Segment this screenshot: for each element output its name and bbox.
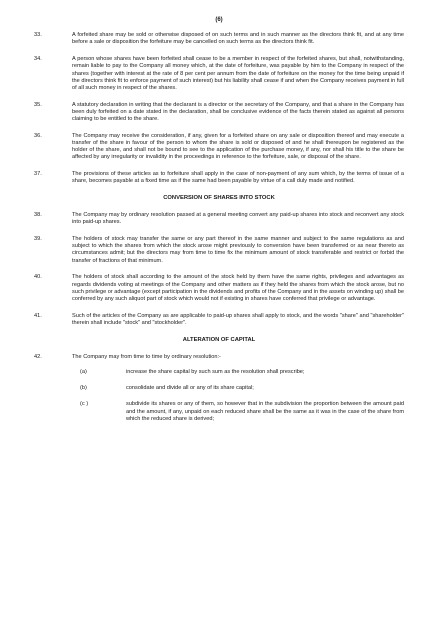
clause-34 <box>34 56 404 92</box>
sub-clause-b <box>72 385 404 392</box>
clause-number: 34. <box>34 56 42 63</box>
clause-text: The provisions of these articles as to forfeiture shall apply in the case of non-payment of any sum which, by the terms of issue of a share, becomes payable at a fixed time as if the same had been payable by virtue of a call duly made and notified. <box>72 171 404 185</box>
sub-clause-text: increase the share capital by such sum as the resolution shall prescribe; <box>126 369 305 375</box>
clause-39 <box>34 236 404 265</box>
clause-42 <box>34 353 404 361</box>
clause-33 <box>34 32 404 46</box>
clause-number: 38. <box>34 212 42 219</box>
clause-number: 39. <box>34 236 42 243</box>
sub-clause-c <box>72 401 404 423</box>
clause-number: 33. <box>34 32 42 39</box>
clause-intro: The Company may from time to time by ordinary resolution:- <box>72 353 221 360</box>
clause-number: 40. <box>34 274 42 281</box>
clause-number: 41. <box>34 312 42 319</box>
sub-clause-text: consolidate and divide all or any of its share capital; <box>126 385 254 392</box>
sub-clause-label: (a) <box>80 369 87 375</box>
clause-number: 35. <box>34 101 42 108</box>
clause-40 <box>34 274 404 303</box>
sub-clause-label: (b) <box>80 385 87 392</box>
clause-41 <box>34 312 404 327</box>
clause-number: 37. <box>34 171 42 178</box>
sub-clause-label: (c ) <box>80 401 89 408</box>
section-heading-capital: ALTERATION OF CAPITAL <box>182 336 256 343</box>
sub-clause-a <box>72 369 404 376</box>
clause-text: The Company may receive the consideration, if any, given for a forfeited share on any sale or disposition thereof and may execute a transfer of the share in favour of the person to whom the share is sold or disposed of and he shall thereupon be registered as the holder of the share, and shall not be bound to see to the application of the purchase money, if any, nor shall his title to the share be affected by any irregularity or invalidity in the proceedings in reference to the forfeiture, sale, or disposal of the share. <box>72 132 404 161</box>
clause-text: Such of the articles of the Company as are applicable to paid-up shares shall apply to stock, and the words "share" and "shareholder" therein shall include "stock" and "stockholder". <box>72 312 404 326</box>
clause-text: A statutory declaration in writing that the declarant is a director or the secretary of the Company, and that a share in the Company has been duly forfeited on a date stated in the declaration, shall be conclusive evidence of the facts therein stated as against all persons claiming to be entitled to the share. <box>72 101 404 123</box>
clause-text: The holders of stock may transfer the same or any part thereof in the same manner and subject to the same regulations as and subject to which the shares from which the stock arose might previously to conversion have been transferred or as near thereto as circumstances admit; but the directors may from time to time fix the minimum amount of stock transferable and restrict or forbid the transfer of fractions of that minimum. <box>72 236 404 264</box>
clause-37 <box>34 171 404 185</box>
clause-text: The Company may by ordinary resolution passed at a general meeting convert any paid-up shares into stock and reconvert any stock into paid-up shares. <box>72 212 404 226</box>
section-heading-conversion: CONVERSION OF SHARES INTO STOCK <box>163 194 275 201</box>
clause-number: 42. <box>34 353 42 360</box>
clause-text: The holders of stock shall according to the amount of the stock held by them have the same rights, privileges and advantages as regards dividends voting at meetings of the Company and other matters as if they held the shares from which the stock arose, but no such privilege or advantage (except participation in the dividends and profits of the Company and in the assets on winding up) shall be conferred by any such aliquot part of stock which would not if existing in shares have conferred that privilege or advantage. <box>72 274 404 302</box>
clause-text: A person whose shares have been forfeited shall cease to be a member in respect of the forfeited shares, but shall, notwithstanding, remain liable to pay to the Company all money which, at the date of forfeiture, was payable by him to the Company in respect of the shares (together with interest at the rate of 8 per cent per annum from the date of forfeiture on the money for the time being unpaid if the directors think fit to enforce payment of such interest) but his liability shall cease if and when the Company receives payment in full of all such money in respect of the shares. <box>72 56 404 91</box>
page-number: (6) <box>215 17 223 23</box>
clause-35 <box>34 101 404 124</box>
clause-text: A forfeited share may be sold or otherwise disposed of on such terms and in such manner as the directors think fit, and at any time before a sale or disposition the forfeiture may be cancelled on such terms as the directors think fit. <box>72 32 404 46</box>
clause-38 <box>34 212 404 226</box>
sub-clause-text: subdivide its shares or any of them, so however that in the subdivision the proportion between the amount paid and the amount, if any, unpaid on each reduced share shall be the same as it was in the case of the share from which the reduced share is derived; <box>126 401 404 422</box>
clause-36 <box>34 132 404 162</box>
clause-number: 36. <box>34 132 42 139</box>
